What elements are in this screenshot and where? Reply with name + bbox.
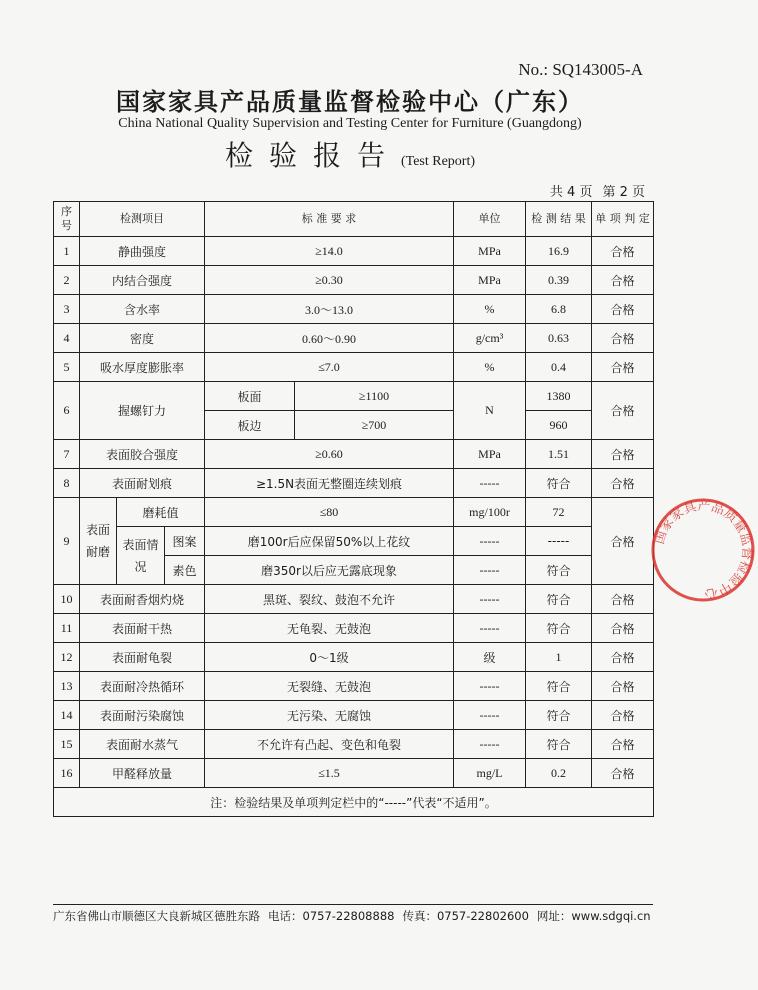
- center-title-cn: 国家家具产品质量监督检验中心（广东）: [116, 88, 584, 116]
- row-requirement-pattern: 磨100r后应保留50%以上花纹: [205, 527, 454, 556]
- table-row: [54, 440, 654, 469]
- row-result: 符合: [526, 672, 592, 701]
- row-item: 表面耐香烟灼烧: [80, 585, 205, 614]
- row-seq: 3: [54, 295, 80, 324]
- seal-text: 国家家具产品质量监督检验中心: [652, 498, 755, 602]
- row-unit: g/cm³: [454, 324, 526, 353]
- row-requirement: 无污染、无腐蚀: [205, 701, 454, 730]
- row-judgment: 合格: [592, 643, 654, 672]
- row-item: 表面耐冷热循环: [80, 672, 205, 701]
- row-item: 表面耐划痕: [80, 469, 205, 498]
- row-unit: mg/L: [454, 759, 526, 788]
- row-judgment: 合格: [592, 759, 654, 788]
- header-requirement: 标 准 要 求: [205, 202, 454, 237]
- row-judgment: 合格: [592, 614, 654, 643]
- row-result: 符合: [526, 730, 592, 759]
- row-seq: 11: [54, 614, 80, 643]
- row-result: 0.2: [526, 759, 592, 788]
- row-requirement-plain: 磨350r以后应无露底现象: [205, 556, 454, 585]
- total-pages: 共 4 页: [549, 185, 593, 200]
- row-result-edge: 960: [526, 411, 592, 440]
- row-seq: 5: [54, 353, 80, 382]
- row-requirement: ≤7.0: [205, 353, 454, 382]
- row-seq: 10: [54, 585, 80, 614]
- report-number: No.: SQ143005-A: [518, 60, 643, 79]
- sub-item-surface: 表面情况: [117, 527, 165, 585]
- row-result: 符合: [526, 585, 592, 614]
- row-unit: -----: [454, 585, 526, 614]
- footer: [53, 908, 653, 924]
- report-title-en: (Test Report): [400, 154, 476, 169]
- row-item: 密度: [80, 324, 205, 353]
- row-requirement: 黑斑、裂纹、鼓泡不允许: [205, 585, 454, 614]
- table-row: [54, 266, 654, 295]
- table-row: [54, 614, 654, 643]
- row-item: 握螺钉力: [80, 382, 205, 440]
- row-judgment: 合格: [592, 353, 654, 382]
- row-result: 1: [526, 643, 592, 672]
- report-title-cn: 检验报告: [224, 139, 401, 172]
- row-seq: 9: [54, 498, 80, 585]
- sub-item-plain: 素色: [165, 556, 205, 585]
- row-item: 含水率: [80, 295, 205, 324]
- current-page: 第 2 页: [602, 185, 645, 200]
- row-unit: -----: [454, 701, 526, 730]
- sub-item-edge: 板边: [205, 411, 295, 440]
- header-item: 检测项目: [80, 202, 205, 237]
- footer-divider: [53, 904, 653, 905]
- header-unit: 单位: [454, 202, 526, 237]
- row-unit: MPa: [454, 440, 526, 469]
- sub-item-abrasion: 磨耗值: [117, 498, 205, 527]
- row-result: 符合: [526, 614, 592, 643]
- row-seq: 16: [54, 759, 80, 788]
- row-judgment: 合格: [592, 440, 654, 469]
- row-seq: 12: [54, 643, 80, 672]
- row-unit-plain: -----: [454, 556, 526, 585]
- official-seal-icon: [648, 495, 758, 605]
- row-unit: -----: [454, 614, 526, 643]
- row-item: 吸水厚度膨胀率: [80, 353, 205, 382]
- row-seq: 4: [54, 324, 80, 353]
- test-results-table: [53, 201, 654, 817]
- row-requirement: ≥1.5N表面无整圈连续划痕: [205, 469, 454, 498]
- row-item: 表面耐龟裂: [80, 643, 205, 672]
- table-note: 注：检验结果及单项判定栏中的“-----”代表“不适用”。: [54, 788, 654, 817]
- row-result: 0.4: [526, 353, 592, 382]
- row-unit-pattern: -----: [454, 527, 526, 556]
- row-requirement: ≤1.5: [205, 759, 454, 788]
- row-result-plain: 符合: [526, 556, 592, 585]
- row-item: 内结合强度: [80, 266, 205, 295]
- row-seq: 8: [54, 469, 80, 498]
- row-judgment: 合格: [592, 469, 654, 498]
- footer-tel: 电话：0757-22808888: [268, 909, 395, 923]
- note-row: [54, 788, 654, 817]
- table-row: [54, 585, 654, 614]
- row-unit: N: [454, 382, 526, 440]
- row-requirement: ≥0.30: [205, 266, 454, 295]
- header-seq: 序号: [54, 202, 80, 237]
- row-result-abrasion: 72: [526, 498, 592, 527]
- footer-fax: 传真：0757-22802600: [402, 909, 529, 923]
- row-result: 符合: [526, 469, 592, 498]
- table-header-row: [54, 202, 654, 237]
- footer-web: 网址：www.sdgqi.cn: [536, 909, 651, 923]
- row-requirement: ≥0.60: [205, 440, 454, 469]
- page-info: [540, 181, 645, 200]
- center-title-en: China National Quality Supervision and Testing Center for Furniture (Guangdong): [118, 116, 582, 131]
- row-judgment: 合格: [592, 266, 654, 295]
- row-seq: 13: [54, 672, 80, 701]
- row-requirement: 无龟裂、无鼓泡: [205, 614, 454, 643]
- footer-address: 广东省佛山市顺德区大良新城区德胜东路: [53, 909, 260, 923]
- row-requirement: 3.0～13.0: [205, 295, 454, 324]
- row-item: 表面胶合强度: [80, 440, 205, 469]
- row-judgment: 合格: [592, 701, 654, 730]
- table-row: [54, 643, 654, 672]
- row-result: 16.9: [526, 237, 592, 266]
- row-item: 表面耐污染腐蚀: [80, 701, 205, 730]
- sub-item-pattern: 图案: [165, 527, 205, 556]
- row-requirement-edge: ≥700: [295, 411, 454, 440]
- row-judgment: 合格: [592, 585, 654, 614]
- row-judgment: 合格: [592, 672, 654, 701]
- row-judgment: 合格: [592, 730, 654, 759]
- row-result: 0.63: [526, 324, 592, 353]
- row-unit: -----: [454, 469, 526, 498]
- row-result: 1.51: [526, 440, 592, 469]
- row-result-face: 1380: [526, 382, 592, 411]
- row-unit: -----: [454, 672, 526, 701]
- row-requirement-abrasion: ≤80: [205, 498, 454, 527]
- report-title: [0, 134, 700, 174]
- row-result: 0.39: [526, 266, 592, 295]
- row-requirement: 不允许有凸起、变色和龟裂: [205, 730, 454, 759]
- header-judgment: 单 项 判 定: [592, 202, 654, 237]
- header-result: 检 测 结 果: [526, 202, 592, 237]
- row-item: 静曲强度: [80, 237, 205, 266]
- table-row: [54, 469, 654, 498]
- table-row: [54, 527, 654, 556]
- row-judgment: 合格: [592, 498, 654, 585]
- row-requirement: ≥14.0: [205, 237, 454, 266]
- row-judgment: 合格: [592, 295, 654, 324]
- row-unit: %: [454, 295, 526, 324]
- row-judgment: 合格: [592, 324, 654, 353]
- table-row: [54, 324, 654, 353]
- row-requirement-face: ≥1100: [295, 382, 454, 411]
- row-seq: 6: [54, 382, 80, 440]
- row-result: 6.8: [526, 295, 592, 324]
- row-seq: 14: [54, 701, 80, 730]
- row-unit: 级: [454, 643, 526, 672]
- row-seq: 2: [54, 266, 80, 295]
- row-judgment: 合格: [592, 382, 654, 440]
- table-row: [54, 295, 654, 324]
- table-row: [54, 498, 654, 527]
- row-unit: MPa: [454, 266, 526, 295]
- row-result: 符合: [526, 701, 592, 730]
- sub-item-face: 板面: [205, 382, 295, 411]
- row-requirement: 0～1级: [205, 643, 454, 672]
- table-row: [54, 730, 654, 759]
- table-row: [54, 353, 654, 382]
- row-requirement: 无裂缝、无鼓泡: [205, 672, 454, 701]
- table-row: [54, 382, 654, 411]
- row-seq: 15: [54, 730, 80, 759]
- row-seq: 7: [54, 440, 80, 469]
- row-unit: MPa: [454, 237, 526, 266]
- table-row: [54, 701, 654, 730]
- row-unit: -----: [454, 730, 526, 759]
- row-seq: 1: [54, 237, 80, 266]
- row-result-pattern: -----: [526, 527, 592, 556]
- row-unit: %: [454, 353, 526, 382]
- table-row: [54, 237, 654, 266]
- table-row: [54, 759, 654, 788]
- row-item: 甲醛释放量: [80, 759, 205, 788]
- row-item: 表面耐水蒸气: [80, 730, 205, 759]
- table-row: [54, 672, 654, 701]
- row-item: 表面耐干热: [80, 614, 205, 643]
- row-unit-abrasion: mg/100r: [454, 498, 526, 527]
- row-requirement: 0.60～0.90: [205, 324, 454, 353]
- row-judgment: 合格: [592, 237, 654, 266]
- row-item: 表面耐磨: [80, 498, 117, 585]
